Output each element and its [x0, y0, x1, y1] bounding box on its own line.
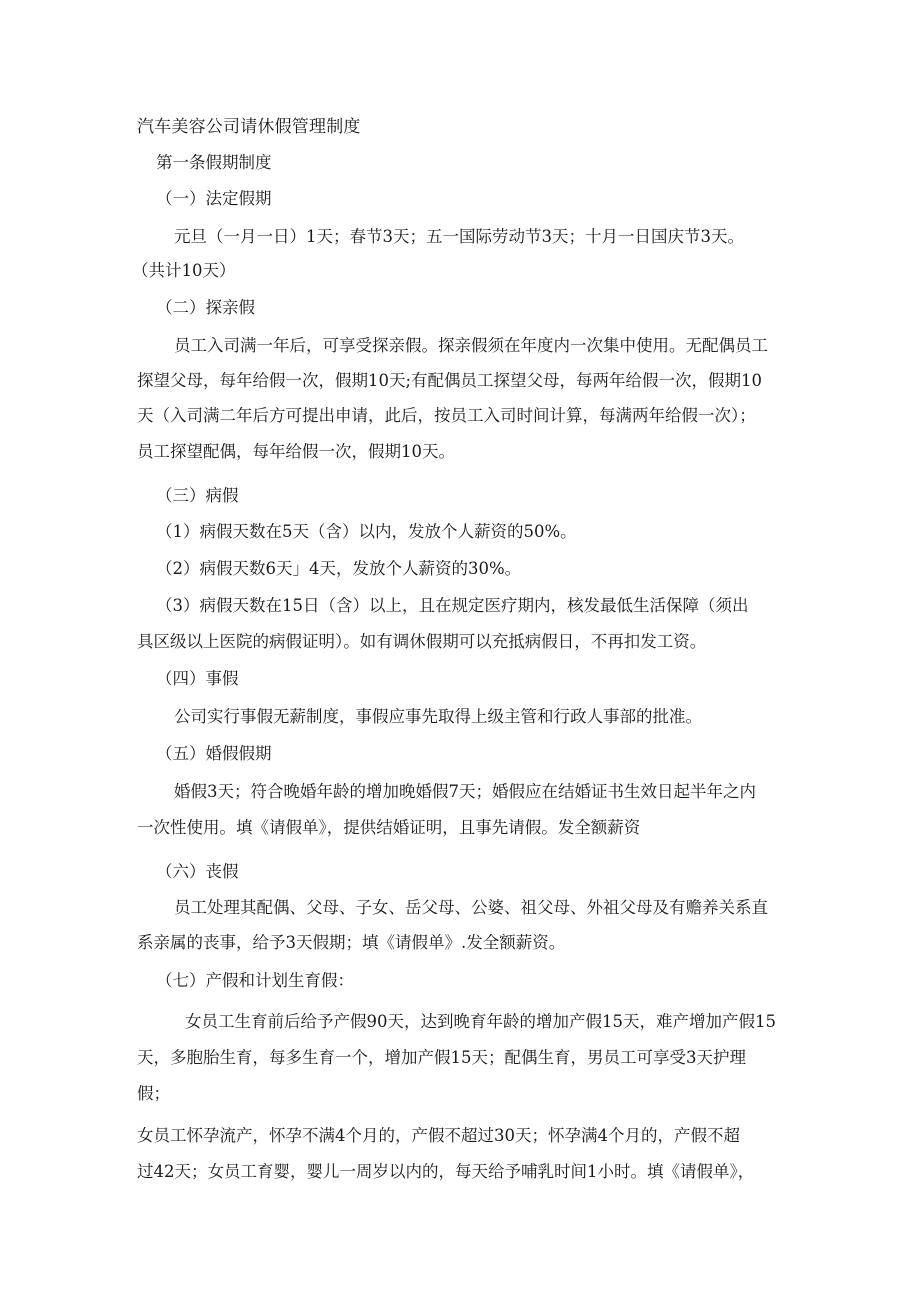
paragraph-line: 员工探望配偶，每年给假一次，假期10天。 — [137, 442, 455, 461]
section-heading: （五）婚假假期 — [156, 744, 272, 763]
paragraph-line: 过42天；女员工育婴，婴儿一周岁以内的，每天给予哺乳时间1小时。填《请假单》， — [137, 1162, 755, 1181]
paragraph-line: 天（入司满二年后方可提出申请，此后，按员工入司时间计算，每满两年给假一次）； — [137, 406, 756, 425]
paragraph-line: 员工处理其配偶、父母、子女、岳父母、公婆、祖父母、外祖父母及有赡养关系直 — [174, 898, 768, 917]
paragraph-line: 探望父母，每年给假一次，假期10天;有配偶员工探望父母，每两年给假一次，假期10 — [137, 371, 763, 390]
paragraph-line: 元旦（一月一日）1天；春节3天；五一国际劳动节3天；十月一日国庆节3天。 — [174, 227, 744, 246]
paragraph-line: 员工入司满一年后，可享受探亲假。探亲假须在年度内一次集中使用。无配偶员工 — [174, 336, 768, 355]
paragraph-line: （1）病假天数在5天（含）以内，发放个人薪资的50%。 — [156, 522, 577, 541]
section-heading: （七）产假和计划生育假： — [156, 971, 354, 990]
section-heading: （二）探亲假 — [156, 298, 255, 317]
section-heading: （四）事假 — [156, 669, 239, 688]
document-title: 汽车美容公司请休假管理制度 — [137, 117, 361, 137]
paragraph-line: 具区级以上医院的病假证明）。如有调休假期可以充抵病假日，不再扣发工资。 — [137, 632, 707, 651]
paragraph-line: 女员工生育前后给予产假90天，达到晚育年龄的增加产假15天，难产增加产假15 — [185, 1012, 776, 1031]
section-heading: （一）法定假期 — [156, 189, 272, 208]
paragraph-line: 系亲属的丧事，给予3天假期；填《请假单》.发全额薪资。 — [137, 933, 566, 952]
paragraph-line: 一次性使用。填《请假单》，提供结婚证明，且事先请假。发全额薪资 — [137, 818, 641, 837]
paragraph-line: （2）病假天数6天」4天，发放个人薪资的30%。 — [156, 559, 522, 578]
section-heading: （六）丧假 — [156, 862, 239, 881]
paragraph-line: 婚假3天；符合晚婚年龄的增加晚婚假7天；婚假应在结婚证书生效日起半年之内 — [174, 782, 756, 801]
paragraph-line: 假； — [137, 1084, 170, 1103]
section-heading: （三）病假 — [156, 486, 239, 505]
paragraph-line: （共计10天） — [132, 261, 236, 280]
paragraph-line: （3）病假天数在15日（含）以上，且在规定医疗期内，核发最低生活保障（须出 — [156, 596, 749, 615]
paragraph-line: 女员工怀孕流产，怀孕不满4个月的，产假不超过30天；怀孕满4个月的，产假不超 — [137, 1126, 740, 1145]
paragraph-line: 天，多胞胎生育，每多生育一个，增加产假15天；配偶生育，男员工可享受3天护理 — [137, 1048, 746, 1067]
article-heading: 第一条假期制度 — [156, 153, 272, 172]
paragraph-line: 公司实行事假无薪制度，事假应事先取得上级主管和行政人事部的批准。 — [174, 707, 702, 726]
